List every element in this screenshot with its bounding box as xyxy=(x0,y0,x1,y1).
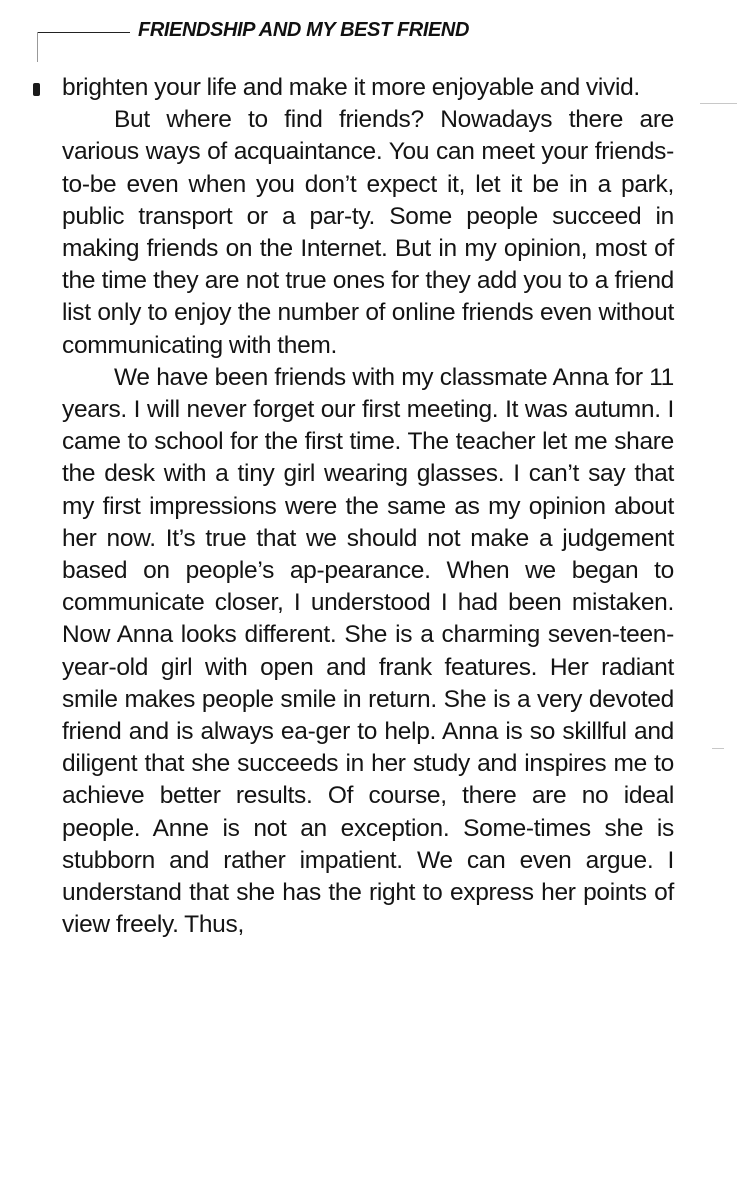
running-head: FRIENDSHIP AND MY BEST FRIEND xyxy=(138,19,470,41)
header-rule xyxy=(38,32,130,33)
body-text xyxy=(62,72,674,941)
margin-dash xyxy=(700,103,737,104)
paragraph-finding-friends: But where to find friends? Nowadays there are various ways of acquaintance. You can meet your friends-to-be even when you don’t expect it, let it be in a park, public transport or a par-ty. Some people succeed in making friends on the Internet. But in my opinion, most of the time they are not true ones for they add you to a friend list only to enjoy the number of online friends even without communicating with them. xyxy=(62,106,674,359)
header-corner-mark xyxy=(37,32,38,62)
margin-mark-icon xyxy=(33,83,40,96)
paragraph-continued: brighten your life and make it more enjoyable and vivid. xyxy=(62,74,640,101)
margin-dash xyxy=(712,748,724,749)
paragraph-anna: We have been friends with my classmate Anna for 11 years. I will never forget our first meeting. It was autumn. I came to school for the first time. The teacher let me share the desk with a tiny girl wearing glasses. I can’t say that my first impressions were the same as my opinion about her now. It’s true that we should not make a judgement based on people’s ap-pearance. When we began to communicate closer, I understood I had been mistaken. Now Anna looks different. She is a charming seven-teen-year-old girl with open and frank features. Her radiant smile makes people smile in return. She is a very devoted friend and is always ea-ger to help. Anna is so skillful and diligent that she succeeds in her study and inspires me to achieve better results. Of course, there are no ideal people. Anne is not an exception. Some-times she is stubborn and rather impatient. We can even argue. I understand that she has the right to express her points of view freely. Thus, xyxy=(62,363,674,939)
